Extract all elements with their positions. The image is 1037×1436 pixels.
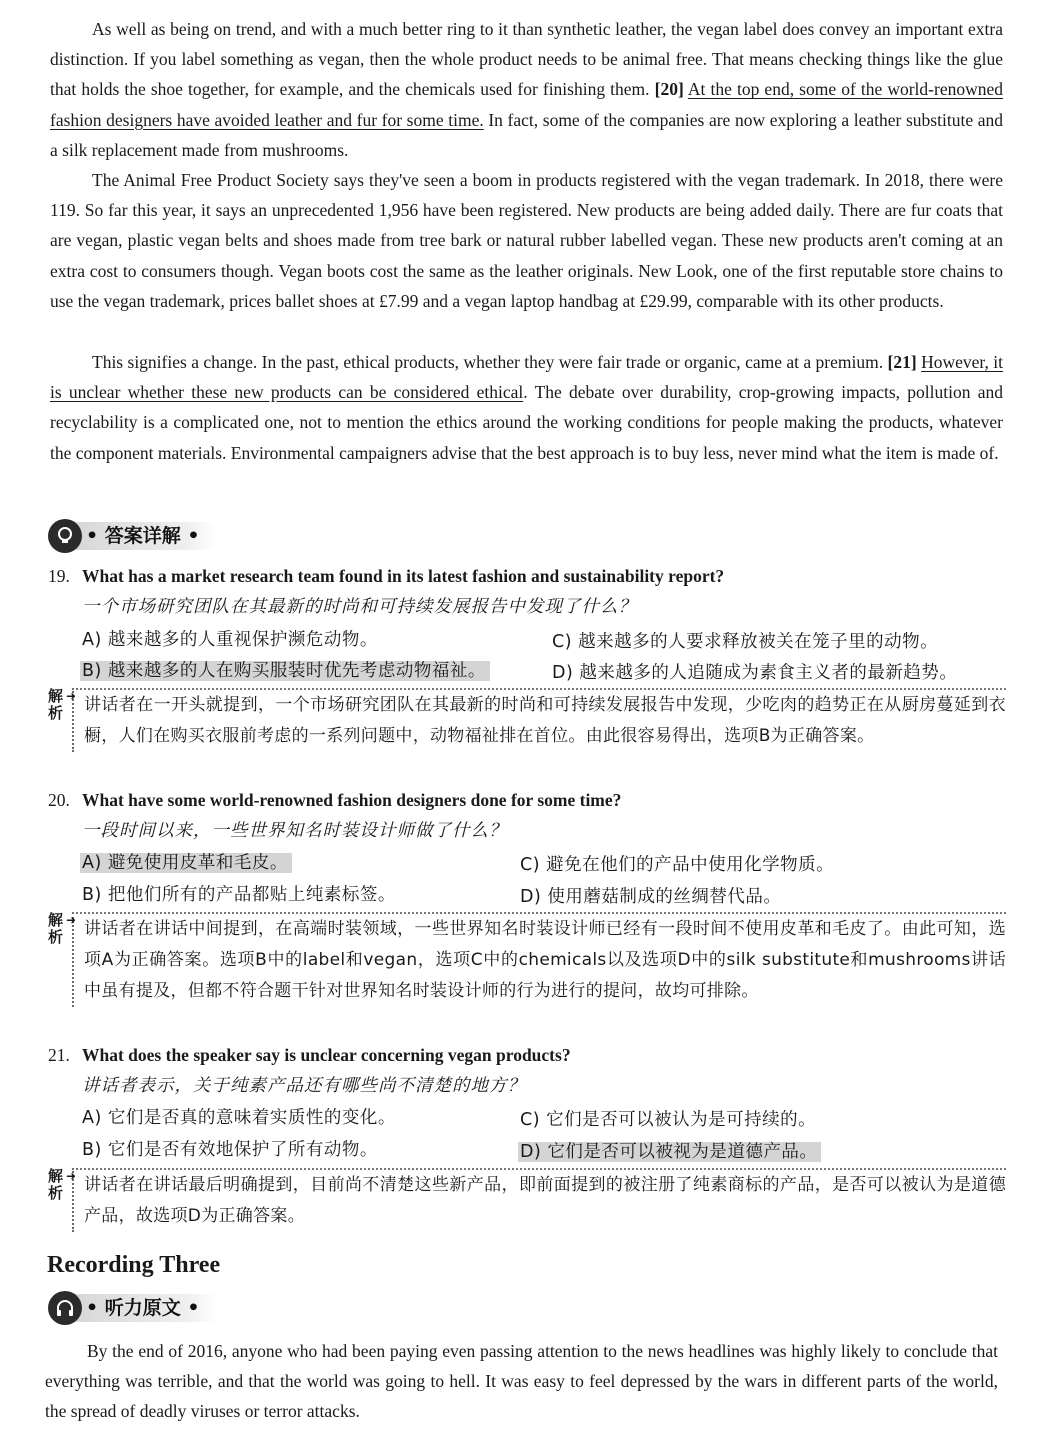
question-number: 20. — [48, 790, 70, 810]
question-marker-20: [20] — [654, 79, 684, 100]
question-20 — [48, 787, 1008, 813]
passage-paragraph-1 — [50, 14, 1003, 165]
option-b: B) 它们是否有效地保护了所有动物。 — [82, 1140, 378, 1160]
section-title: • 听力原文 • — [74, 1294, 216, 1322]
transcript-section-header — [48, 1292, 216, 1324]
passage-text: . The debate over durability, crop-growing impacts, pollution and recyclability is a complicated one, not to mention the ethics around the working conditions for people making the products, whatever the component materials. Environmental campaigners advise that the best approach is to buy less, never mind what the item is made of. — [50, 382, 1003, 463]
option-b — [80, 658, 490, 684]
underlined-answer-sentence: However, it is unclear whether these new products can be considered ethical — [50, 352, 1004, 403]
passage-paragraph-3 — [50, 347, 1003, 468]
explanation-text: 讲话者在讲话最后明确提到，目前尚不清楚这些新产品，即前面提到的被注册了纯素商标的产品，是否可以被认为是道德产品，故选项D为正确答案。 — [72, 1168, 1006, 1232]
explanation-tag: 解析 — [48, 687, 64, 722]
option-c: C) 它们是否可以被认为是可持续的。 — [520, 1110, 817, 1130]
question-21 — [48, 1042, 1008, 1068]
option-d — [518, 1139, 821, 1165]
underlined-answer-sentence: At the top end, some of the world-renowned fashion designers have avoided leather and fur for some time. — [50, 79, 1003, 130]
explanation-tag: 解析 — [48, 1167, 64, 1202]
passage-paragraph-2: The Animal Free Product Society says they've seen a boom in products registered with the vegan trademark. In 2018, there were 119. So far this year, it says an unprecedented 1,956 have been registered. New products are being added daily. There are fur coats that are vegan, plastic vegan belts and shoes made from tree bark or natural rubber labelled vegan. These new products aren't coming at an extra cost to consumers though. Vegan boots cost the same as the leather originals. New Look, one of the first reputable store chains to use the vegan trademark, prices ballet shoes at £7.99 and a vegan laptop handbag at £29.99, comparable with its other products. — [50, 170, 1003, 311]
passage-text: This signifies a change. In the past, ethical products, whether they were fair trade or organic, came at a premium. — [92, 352, 888, 372]
option-a: A) 它们是否真的意味着实质性的变化。 — [82, 1108, 396, 1128]
question-translation: 一段时间以来，一些世界知名时装设计师做了什么？ — [82, 821, 508, 841]
correct-answer-highlight: A) 避免使用皮革和毛皮。 — [80, 853, 292, 873]
explanation-tag: 解析 — [48, 911, 64, 946]
option-c: C) 越来越多的人要求释放被关在笼子里的动物。 — [552, 632, 939, 652]
question-translation: 讲话者表示，关于纯素产品还有哪些尚不清楚的地方？ — [82, 1076, 526, 1096]
arrow-icon: ➜ — [66, 1169, 77, 1183]
passage-text: As well as being on trend, and with a much better ring to it than synthetic leather, the vegan label does convey an important extra distinction. If you label something as vegan, then the whole product needs to be animal free. That means checking things like the glue that holds the shoe together, for example, and the chemicals used for finishing them. — [50, 19, 1003, 100]
headphones-icon — [48, 1291, 82, 1325]
arrow-icon: ➜ — [66, 913, 77, 927]
question-19 — [48, 563, 1008, 589]
explanation-text: 讲话者在一开头就提到，一个市场研究团队在其最新的时尚和可持续发展报告中发现，少吃肉的趋势正在从厨房蔓延到衣橱，人们在购买衣服前考虑的一系列问题中，动物福祉排在首位。由此很容易得出，选项B为正确答案。 — [72, 688, 1006, 752]
question-marker-21: [21] — [887, 352, 917, 372]
explanation-text: 讲话者在讲话中间提到，在高端时装领域，一些世界知名时装设计师已经有一段时间不使用皮革和毛皮了。由此可知，选项A为正确答案。选项B中的label和vegan，选项C中的chemicals以及选项D中的silk substitute和mushrooms讲话中虽有提及，但都不符合题干针对世界知名时装设计师的行为进行的提问，故均可排除。 — [72, 912, 1006, 1007]
option-d: D) 越来越多的人追随成为素食主义者的最新趋势。 — [552, 663, 958, 683]
lightbulb-icon — [48, 519, 82, 553]
question-number: 21. — [48, 1045, 70, 1065]
section-title: • 答案详解 • — [74, 522, 216, 550]
correct-answer-highlight: B) 越来越多的人在购买服装时优先考虑动物福祉。 — [80, 661, 490, 681]
explanation-20 — [48, 912, 1006, 1007]
option-d: D) 使用蘑菇制成的丝绸替代品。 — [520, 887, 782, 907]
correct-answer-highlight: D) 它们是否可以被视为是道德产品。 — [518, 1142, 821, 1162]
passage-text: In fact, some of the companies are now exploring a leather substitute and a silk replacement made from mushrooms. — [50, 109, 1003, 160]
transcript-paragraph: By the end of 2016, anyone who had been paying even passing attention to the news headlines was highly likely to conclude that everything was terrible, and that the world was going to hell. It was easy to feel depressed by the wars in different parts of the world, the spread of deadly viruses or terror attacks. — [45, 1341, 998, 1422]
question-text: What does the speaker say is unclear concerning vegan products? — [82, 1045, 571, 1065]
arrow-icon: ➜ — [66, 689, 77, 703]
question-text: What have some world-renowned fashion designers done for some time? — [82, 790, 622, 810]
option-a — [80, 850, 292, 876]
explanation-21 — [48, 1168, 1006, 1232]
question-number: 19. — [48, 566, 70, 586]
explanation-19 — [48, 688, 1006, 752]
option-c: C) 避免在他们的产品中使用化学物质。 — [520, 855, 835, 875]
question-text: What has a market research team found in its latest fashion and sustainability report? — [82, 566, 725, 586]
answer-section-header — [48, 520, 216, 552]
recording-title: Recording Three — [47, 1252, 221, 1278]
option-b: B) 把他们所有的产品都贴上纯素标签。 — [82, 885, 396, 905]
option-a: A) 越来越多的人重视保护濒危动物。 — [82, 630, 378, 650]
question-translation: 一个市场研究团队在其最新的时尚和可持续发展报告中发现了什么？ — [82, 597, 637, 617]
